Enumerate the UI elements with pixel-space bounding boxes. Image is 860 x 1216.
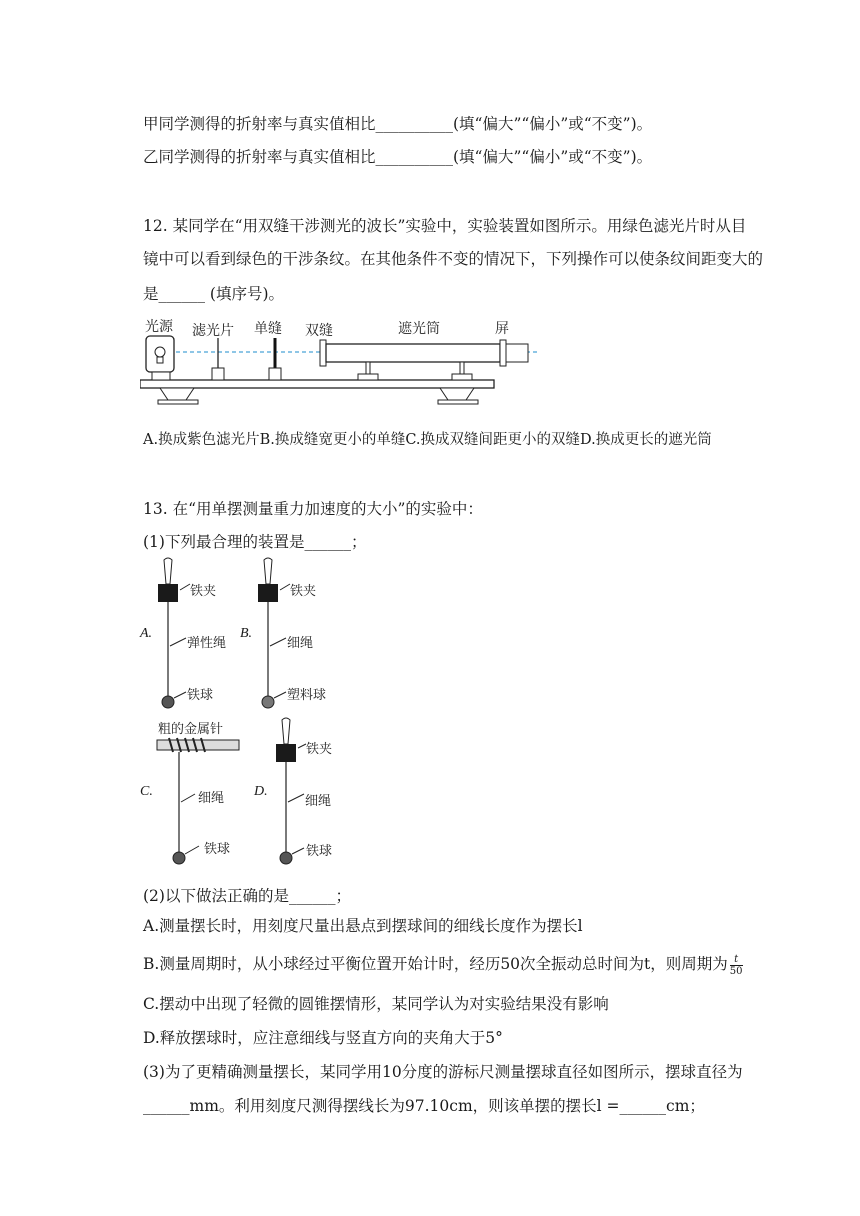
pendulum-c-ball-label: 铁球: [204, 842, 231, 857]
label-light-source: 光源: [145, 319, 173, 335]
q12-options: A.换成紫色滤光片B.换成缝宽更小的单缝C.换成双缝间距更小的双缝D.换成更长的遮光筒: [143, 432, 712, 448]
pendulum-a-ball-label: 铁球: [187, 688, 214, 703]
pendulum-b-drawing: [250, 556, 310, 716]
q13-option-d: D.释放摆球时，应注意细线与竖直方向的夹角大于5°: [143, 1029, 503, 1047]
pendulum-b-clamp-label: 铁夹: [290, 584, 317, 599]
fraction-numerator: t: [730, 954, 743, 966]
q13-part1: (1)下列最合理的装置是______；: [143, 533, 367, 551]
pendulum-d-ball-label: 铁球: [306, 844, 333, 859]
pendulum-a-rope-label: 弹性绳: [187, 636, 227, 651]
apparatus-drawing: [140, 332, 560, 412]
pendulum-d-clamp-label: 铁夹: [306, 742, 333, 757]
period-fraction: [730, 954, 743, 977]
pendulum-b-ball-label: 塑料球: [287, 688, 327, 703]
pendulum-c-rope-label: 细绳: [198, 791, 225, 806]
pendulum-d-letter: D.: [254, 784, 268, 799]
fraction-denominator: 50: [729, 965, 743, 977]
q13-intro: 13. 在“用单摆测量重力加速度的大小”的实验中：: [143, 500, 483, 518]
label-single-slit: 单缝: [254, 321, 282, 337]
pendulum-c-needle-label: 粗的金属针: [158, 722, 224, 737]
q12-stem-line-2: 镜中可以看到绿色的干涉条纹。在其他条件不变的情况下，下列操作可以使条纹间距变大的: [143, 250, 764, 268]
q13-option-b-text: B.测量周期时，从小球经过平衡位置开始计时，经历50次全振动总时间为t，则周期为: [143, 955, 728, 973]
q13-option-c: C.摆动中出现了轻微的圆锥摆情形，某同学认为对实验结果没有影响: [143, 995, 609, 1013]
pendulum-b-letter: B.: [240, 626, 253, 641]
pendulum-d-drawing: [268, 716, 328, 866]
label-tube: 遮光筒: [398, 321, 440, 337]
q11-line-1: 甲同学测得的折射率与真实值相比__________(填“偏大”“偏小”或“不变”)。: [143, 115, 653, 133]
label-double-slit: 双缝: [305, 323, 333, 339]
q13-part2: (2)以下做法正确的是______；: [143, 887, 351, 905]
q13-option-b: [143, 952, 743, 977]
q12-stem-line-3: 是______ (填序号)。: [143, 285, 285, 303]
pendulum-c-drawing: [155, 730, 245, 870]
pendulum-c-letter: C.: [140, 784, 153, 799]
q13-option-a: A.测量摆长时，用刻度尺量出悬点到摆球间的细线长度作为摆长l: [143, 917, 583, 935]
q13-part3-line-1: (3)为了更精确测量摆长，某同学用10分度的游标尺测量摆球直径如图所示，摆球直径为: [143, 1063, 743, 1081]
label-filter: 滤光片: [192, 323, 234, 339]
pendulum-b-rope-label: 细绳: [287, 636, 314, 651]
label-screen: 屏: [495, 321, 509, 337]
q11-line-2: 乙同学测得的折射率与真实值相比__________(填“偏大”“偏小”或“不变”)。: [143, 148, 653, 166]
pendulum-a-letter: A.: [140, 626, 153, 641]
q12-stem-line-1: 12. 某同学在“用双缝干涉测光的波长”实验中，实验装置如图所示。用绿色滤光片时从目: [143, 217, 747, 235]
pendulum-a-clamp-label: 铁夹: [190, 584, 217, 599]
q13-part3-line-2: ______mm。利用刻度尺测得摆线长为97.10cm，则该单摆的摆长l =______cm；: [143, 1097, 705, 1115]
pendulum-d-rope-label: 细绳: [305, 794, 332, 809]
pendulum-a-drawing: [150, 556, 210, 716]
